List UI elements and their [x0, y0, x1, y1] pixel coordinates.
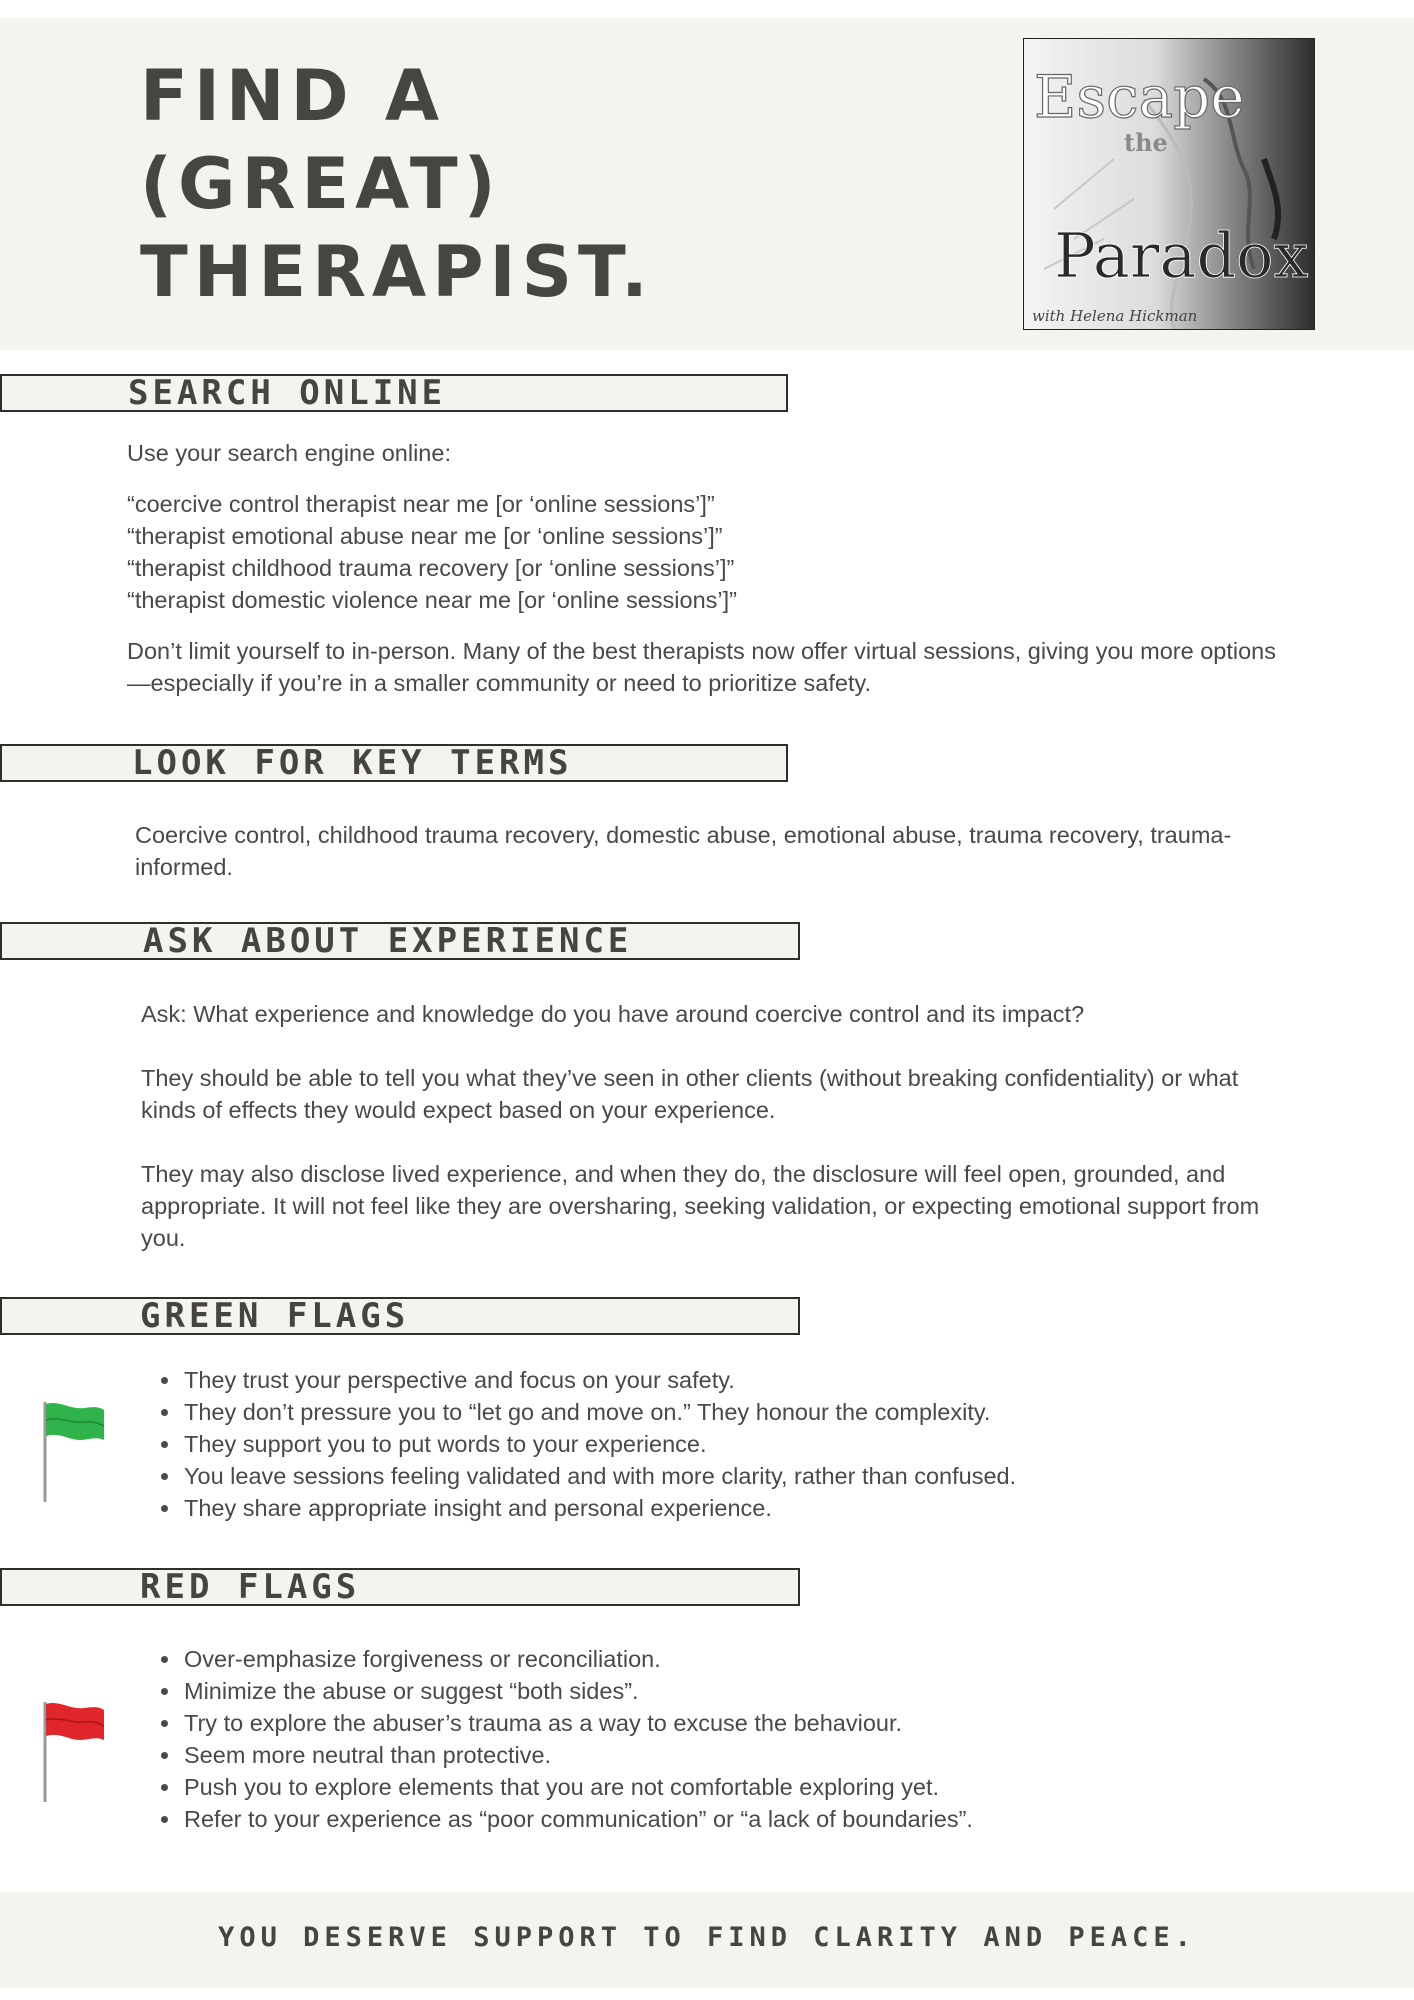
podcast-logo [1023, 38, 1315, 330]
section-heading-experience: ASK ABOUT EXPERIENCE [143, 921, 633, 961]
list-item: “coercive control therapist near me [or ‘online sessions’]” [127, 491, 715, 517]
search-intro: Use your search engine online: [127, 440, 451, 466]
list-item: “therapist domestic violence near me [or ‘online sessions’]” [127, 587, 737, 613]
search-note: Don’t limit yourself to in-person. Many of the best therapists now offer virtual sessions, giving you more options—especially if you’re in a smaller community or need to prioritize safety. [127, 638, 1276, 696]
section-heading-key-terms: LOOK FOR KEY TERMS [132, 743, 573, 783]
experience-paragraph-2: They may also disclose lived experience, and when they do, the disclosure will feel open, grounded, and appropriate. It will not feel like they are oversharing, seeking validation, or expecting emotional support from you. [141, 1161, 1260, 1251]
list-item: • Seem more neutral than protective. [182, 1739, 1332, 1771]
logo-artwork [1024, 39, 1314, 329]
footer-tagline: YOU DESERVE SUPPORT TO FIND CLARITY AND PEACE. [218, 1922, 1196, 1953]
title-line: (GREAT) [140, 143, 502, 225]
list-item: • They don’t pressure you to “let go and move on.” They honour the complexity. [182, 1396, 1332, 1428]
red-flag-icon [40, 1700, 110, 1804]
green-flags-list [148, 1364, 1332, 1524]
logo-paradox-text: Paradox [1054, 219, 1309, 292]
list-item: • Refer to your experience as “poor communication” or “a lack of boundaries”. [182, 1803, 1332, 1835]
list-item: • Push you to explore elements that you are not comfortable exploring yet. [182, 1771, 1332, 1803]
list-item: • They share appropriate insight and personal experience. [182, 1492, 1332, 1524]
list-item: “therapist childhood trauma recovery [or ‘online sessions’]” [127, 555, 735, 581]
list-item: “therapist emotional abuse near me [or ‘online sessions’]” [127, 523, 723, 549]
red-flags-list [148, 1643, 1332, 1835]
experience-paragraph-1: They should be able to tell you what they’ve seen in other clients (without breaking confidentiality) or what kinds of effects they would expect based on your experience. [141, 1065, 1239, 1123]
experience-question: Ask: What experience and knowledge do you have around coercive control and its impact? [141, 1001, 1085, 1027]
list-item: • They trust your perspective and focus on your safety. [182, 1364, 1332, 1396]
section-box-red-flags [0, 1568, 800, 1606]
list-item: • You leave sessions feeling validated and with more clarity, rather than confused. [182, 1460, 1332, 1492]
title-line: FIND A [140, 55, 446, 137]
list-item: • Over-emphasize forgiveness or reconciliation. [182, 1643, 1332, 1675]
section-heading-search-online: SEARCH ONLINE [128, 373, 447, 413]
list-item: • Try to explore the abuser’s trauma as a way to excuse the behaviour. [182, 1707, 1332, 1739]
key-terms-text: Coercive control, childhood trauma recovery, domestic abuse, emotional abuse, trauma recovery, trauma-informed. [135, 822, 1232, 880]
search-query-list [127, 488, 1277, 616]
list-item: • Minimize the abuse or suggest “both sides”. [182, 1675, 1332, 1707]
logo-host-text: with Helena Hickman [1032, 307, 1198, 325]
section-heading-green-flags: GREEN FLAGS [140, 1296, 410, 1336]
green-flag-icon [40, 1400, 110, 1504]
section-heading-red-flags: RED FLAGS [140, 1567, 361, 1607]
title-line: THERAPIST. [140, 231, 654, 313]
page-title [140, 52, 654, 316]
logo-the-text: the [1124, 128, 1168, 157]
logo-escape-text: Escape [1034, 63, 1245, 131]
list-item: • They support you to put words to your experience. [182, 1428, 1332, 1460]
